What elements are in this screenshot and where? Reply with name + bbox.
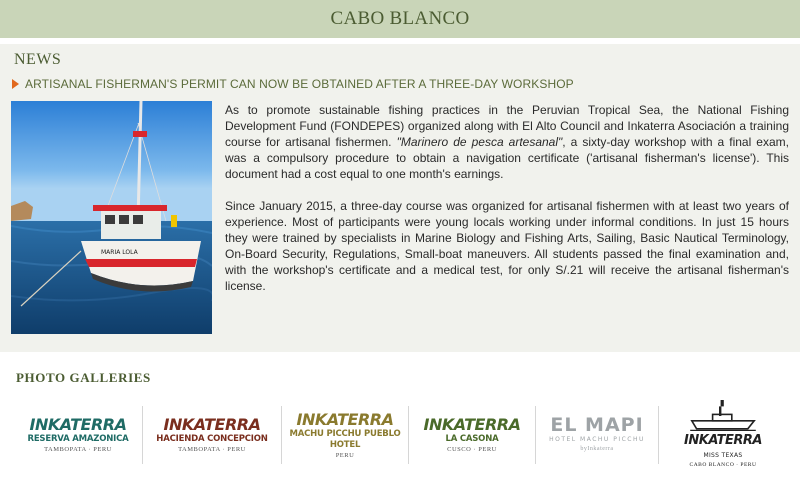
gallery-logos [14, 395, 800, 475]
news-panel [0, 44, 800, 352]
news-article-body [225, 102, 789, 310]
arrow-right-icon [12, 79, 19, 89]
news-photo-fishing-boat [11, 101, 212, 334]
boat-name-text: MARIA LOLA [101, 249, 138, 256]
news-section-label: NEWS [14, 51, 62, 68]
news-headline-text[interactable]: ARTISANAL FISHERMAN'S PERMIT CAN NOW BE OBTAINED AFTER A THREE-DAY WORKSHOP [25, 77, 574, 91]
header-bar [0, 0, 800, 38]
gallery-link-reserva-amazonica[interactable]: INKATERRA RESERVA AMAZONICA TAMBOPATA · PERU [27, 415, 129, 453]
gallery-link-la-casona[interactable]: INKATERRA LA CASONA CUSCO · PERU [423, 415, 521, 453]
article-paragraph-2: Since January 2015, a three-day course was organized for artisanal fishermen with at least two years of experience. Most of participants were young locals working under informal conditions. In just 15 hours they were trained by specialists in Marine Biology and Fishing Arts, Sailing, Basic Nautical Terminology, On-Board Security, Regulations, Small-boat maneuvers. All students passed the final examination and, with the workshop's certificate and a medical test, for only S/.21 will receive the artisanal fisherman's license. [225, 199, 789, 293]
gallery-link-machu-picchu-pueblo-hotel[interactable]: INKATERRA MACHU PICCHU PUEBLO HOTEL PERU [289, 409, 401, 459]
gallery-link-miss-texas[interactable]: INKATERRA MISS TEXAS CABO BLANCO · PERU [659, 400, 787, 470]
boat-logo-icon [680, 400, 766, 432]
article-paragraph-1: As to promote sustainable fishing practices in the Peruvian Tropical Sea, the National Fishing Development Fund (FONDEPES) organized along with El Alto Council and Inkaterra Asociación a training course for artisanal fishermen. "Marinero de pesca artesanal", a sixty-day workshop with a final exam, was a compulsory procedure to obtain a navigation certificate ('artisanal fisherman's license'). This document had a cost equal to one month's earnings. [225, 103, 789, 181]
gallery-link-el-mapi[interactable]: EL MAPI HOTEL MACHU PICCHU byInkaterra [549, 414, 645, 452]
gallery-link-hacienda-concepcion[interactable]: INKATERRA HACIENDA CONCEPCION TAMBOPATA · PERU [156, 415, 268, 453]
news-headline[interactable] [12, 77, 574, 91]
page-title: CABO BLANCO [330, 8, 470, 29]
photo-galleries-label: PHOTO GALLERIES [16, 370, 151, 385]
